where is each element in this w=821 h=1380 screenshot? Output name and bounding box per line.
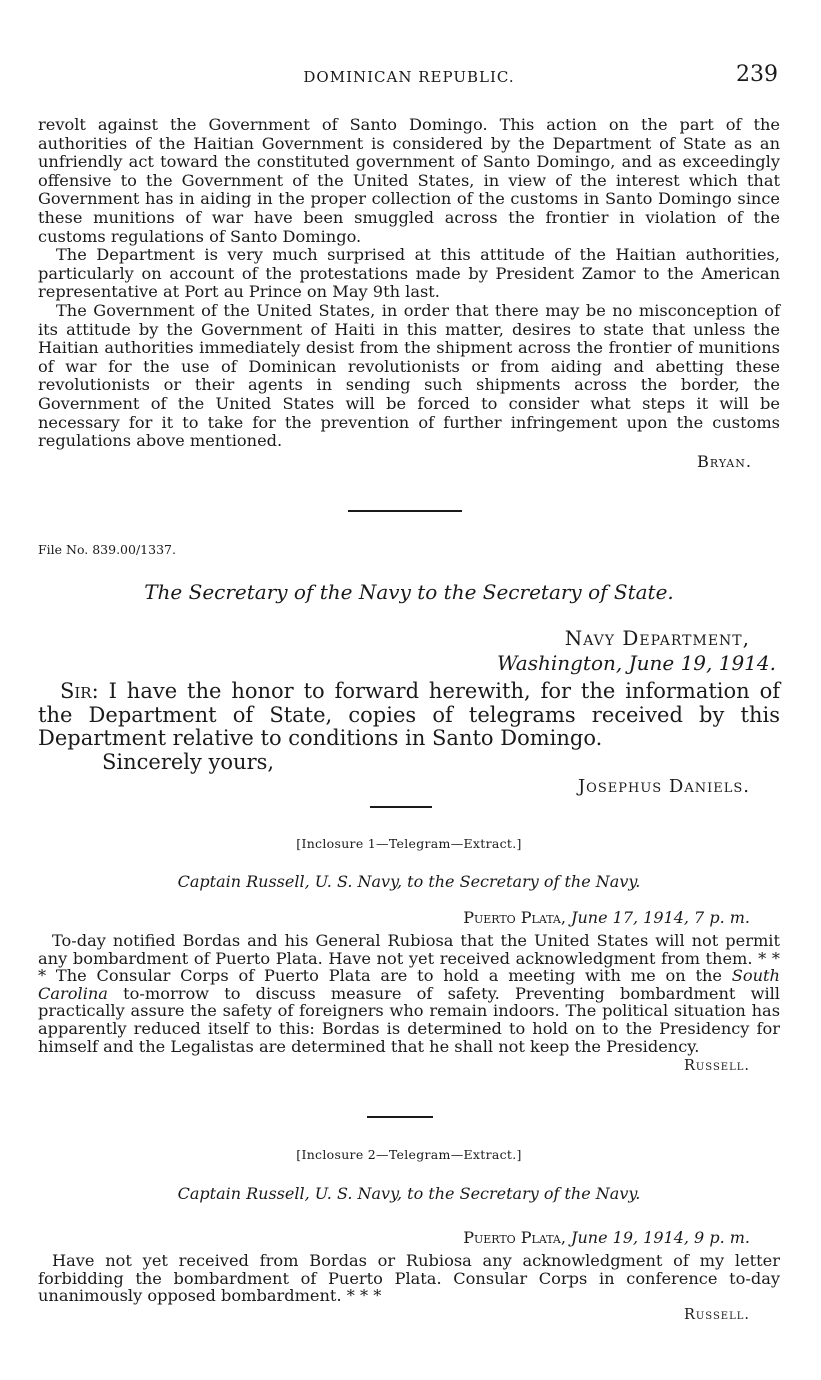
paragraph: revolt against the Government of Santo Domingo. This action on the part of the authorities of the Haitian Government is considered by the Department of State as an unfriendly act toward the constituted government of Santo Domingo, and as exceedingly offensive to the Government of the United States, in view of the interest which that Government has in aiding in the proper collection of the customs in Santo Domingo since these munitions of war have been smuggled across the frontier in violation of the customs regulations of Santo Domingo. <box>38 115 780 246</box>
signature: Josephus Daniels. <box>577 776 750 797</box>
telegram-text: Have not yet received from Bordas or Rubiosa any acknowledgment of my letter forbidding the bombardment of Puerto Plata. Consular Corps in conference to-day unanimously opposed bombardment. * * * <box>38 1251 780 1306</box>
signature: Bryan. <box>697 451 752 471</box>
telegram-dateline <box>463 1228 750 1247</box>
letter-text: I have the honor to forward herewith, for the information of the Department of State, copies of telegrams received by this Department relative to conditions in Santo Domingo. <box>38 679 780 750</box>
running-header <box>38 62 780 94</box>
telegram-body <box>38 932 780 1076</box>
place: Navy Department, <box>564 626 750 650</box>
closing: Sincerely yours, <box>102 749 275 774</box>
telegram-dateline <box>463 908 750 927</box>
opening-section <box>38 116 780 471</box>
telegram-heading: Captain Russell, U. S. Navy, to the Secretary of the Navy. <box>177 872 641 891</box>
divider <box>367 1116 433 1118</box>
divider <box>370 806 432 808</box>
place: Puerto Plata, <box>463 1228 566 1247</box>
signature: Russell. <box>683 1306 750 1323</box>
paragraph: The Government of the United States, in order that there may be no misconception of its attitude by the Government of Haiti in this matter, desires to state that unless the Haitian authorities immediately desist from the shipment across the frontier of munitions of war for the use of Dominican revolutionists or from aiding and abetting these revolutionists or their agents in sending such shipments across the border, the Government of the United States will be forced to consider what steps it will be necessary for it to take for the prevention of further infringement upon the customs regulations above mentioned. <box>38 300 780 451</box>
date: Washington, June 19, 1914. <box>496 651 776 675</box>
divider <box>348 510 462 512</box>
telegram-text: to-morrow to discuss measure of safety. Preventing bombardment will practically assure the safety of foreigners who remain indoors. The political situation has apparently reduced itself to this: Bordas is determined to hold on to the Presidency for himself and the Legalistas are determined that he shall not keep the Presidency. <box>38 983 780 1056</box>
letter-body <box>38 680 780 774</box>
place: Puerto Plata, <box>463 908 566 927</box>
salutation: Sir: <box>60 679 99 703</box>
signature: Russell. <box>683 1058 750 1075</box>
telegram-text: To-day notified Bordas and his General Rubiosa that the United States will not permit any bombardment of Puerto Plata. Have not yet received acknowledgment from them. * * * The Consular Corps of Puerto Plata are to hold a meeting with me on the <box>38 931 780 986</box>
telegram-heading: Captain Russell, U. S. Navy, to the Secretary of the Navy. <box>177 1184 641 1203</box>
ship-name: South Carolina <box>38 966 780 1003</box>
letter-heading: The Secretary of the Navy to the Secretary of State. <box>144 580 674 604</box>
header-title: DOMINICAN REPUBLIC. <box>303 68 515 86</box>
page-number: 239 <box>736 62 778 87</box>
telegram-body <box>38 1252 780 1324</box>
document-page <box>38 0 780 1380</box>
date: June 17, 1914, 7 p. m. <box>565 908 750 927</box>
inclosure-label: [Inclosure 2—Telegram—Extract.] <box>296 1147 522 1162</box>
date: June 19, 1914, 9 p. m. <box>565 1228 750 1247</box>
paragraph: The Department is very much surprised at this attitude of the Haitian authorities, particularly on account of the protestations made by President Zamor to the American representative at Port au Prince on May 9th last. <box>38 245 780 302</box>
file-number: File No. 839.00/1337. <box>38 542 176 557</box>
inclosure-label: [Inclosure 1—Telegram—Extract.] <box>296 836 522 851</box>
dateline <box>430 626 776 676</box>
